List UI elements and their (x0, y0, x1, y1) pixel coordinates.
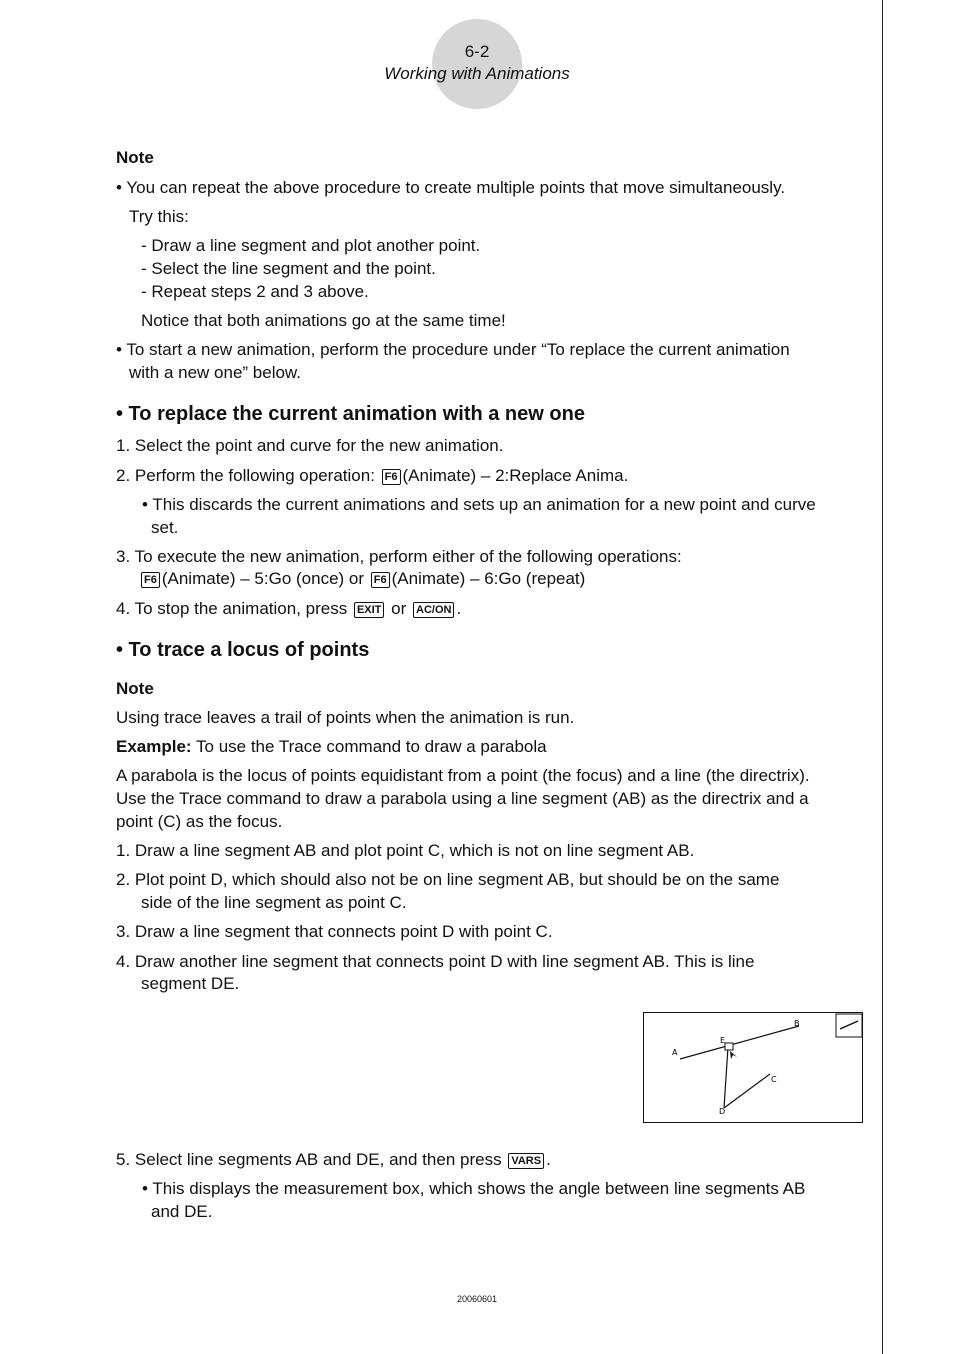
note-bullet-2: • To start a new animation, perform the procedure under “To replace the current animation (116, 340, 790, 359)
label-e: E (720, 1036, 726, 1045)
vars-key: VARS (508, 1153, 544, 1169)
trace-step-2: 2. Plot point D, which should also not be on line segment AB, but should be on the same (116, 870, 780, 889)
trace-step-5: 5. Select line segments AB and DE, and then press VARS . (116, 1150, 551, 1169)
page-edge-rule (882, 0, 883, 1354)
segment-de (724, 1047, 728, 1108)
label-a: A (672, 1048, 678, 1057)
footer-code: 20060601 (456, 1294, 498, 1304)
parabola-para-1: A parabola is the locus of points equidistant from a point (the focus) and a line (the directrix). (116, 766, 810, 785)
replace-step-2: 2. Perform the following operation: F6 (Animate) – 2:Replace Anima. (116, 466, 629, 485)
calculator-screen (643, 1012, 863, 1123)
trace-step-3: 3. Draw a line segment that connects point D with point C. (116, 922, 553, 941)
replace-step-3-keys: F6 (Animate) – 5:Go (once) or F6 (Animate) – 6:Go (repeat) (141, 567, 585, 590)
replace-step-2-sub: • This discards the current animations and sets up an animation for a new point and curve (142, 495, 816, 514)
f6-key: F6 (382, 469, 401, 485)
selection-marker (725, 1043, 733, 1050)
try-step-1: - Draw a line segment and plot another point. (141, 236, 481, 255)
note-bullet-1: • You can repeat the above procedure to create multiple points that move simultaneously. (116, 178, 786, 197)
replace-step-1: 1. Select the point and curve for the new animation. (116, 436, 504, 455)
label-d: D (719, 1107, 726, 1116)
note-heading: Note (116, 148, 154, 167)
parabola-para-3: point (C) as the focus. (116, 812, 283, 831)
example-line: Example: To use the Trace command to draw a parabola (116, 737, 547, 756)
trace-step-4: 4. Draw another line segment that connects point D with line segment AB. This is line (116, 952, 755, 971)
replace-heading: • To replace the current animation with a new one (116, 403, 585, 425)
geometry-figure (644, 1013, 862, 1122)
segment-dc (724, 1074, 770, 1108)
trace-step-5-sub: • This displays the measurement box, which shows the angle between line segments AB (142, 1179, 806, 1198)
exit-key: EXIT (354, 602, 384, 618)
notice-text: Notice that both animations go at the same time! (141, 311, 506, 330)
label-c: C (771, 1075, 777, 1084)
replace-step-2-sub-cont: set. (151, 518, 179, 537)
f6-key: F6 (141, 572, 160, 588)
segment-ab (680, 1026, 799, 1059)
example-label: Example: (116, 737, 192, 756)
trace-heading: • To trace a locus of points (116, 639, 370, 661)
trace-note-text: Using trace leaves a trail of points when the animation is run. (116, 708, 575, 727)
section-title: Working with Animations (384, 64, 570, 83)
section-number: 6-2 (464, 42, 490, 61)
try-step-3: - Repeat steps 2 and 3 above. (141, 282, 369, 301)
trace-step-1: 1. Draw a line segment AB and plot point C, which is not on line segment AB. (116, 841, 695, 860)
f6-key: F6 (371, 572, 390, 588)
replace-step-3: 3. To execute the new animation, perform either of the following operations: (116, 547, 682, 566)
ac-on-key: AC/ON (413, 602, 454, 618)
trace-step-4-cont: segment DE. (141, 974, 240, 993)
note-bullet-2-cont: with a new one” below. (129, 363, 301, 382)
trace-step-5-sub-cont: and DE. (151, 1202, 213, 1221)
cursor-arrow-icon (730, 1051, 737, 1059)
parabola-para-2: Use the Trace command to draw a parabola using a line segment (AB) as the directrix and a (116, 789, 809, 808)
label-b: B (794, 1019, 800, 1028)
trace-note-heading: Note (116, 679, 154, 698)
try-this: Try this: (129, 207, 189, 226)
try-step-2: - Select the line segment and the point. (141, 259, 436, 278)
trace-step-2-cont: side of the line segment as point C. (141, 893, 407, 912)
replace-step-4: 4. To stop the animation, press EXIT or AC/ON . (116, 599, 462, 618)
